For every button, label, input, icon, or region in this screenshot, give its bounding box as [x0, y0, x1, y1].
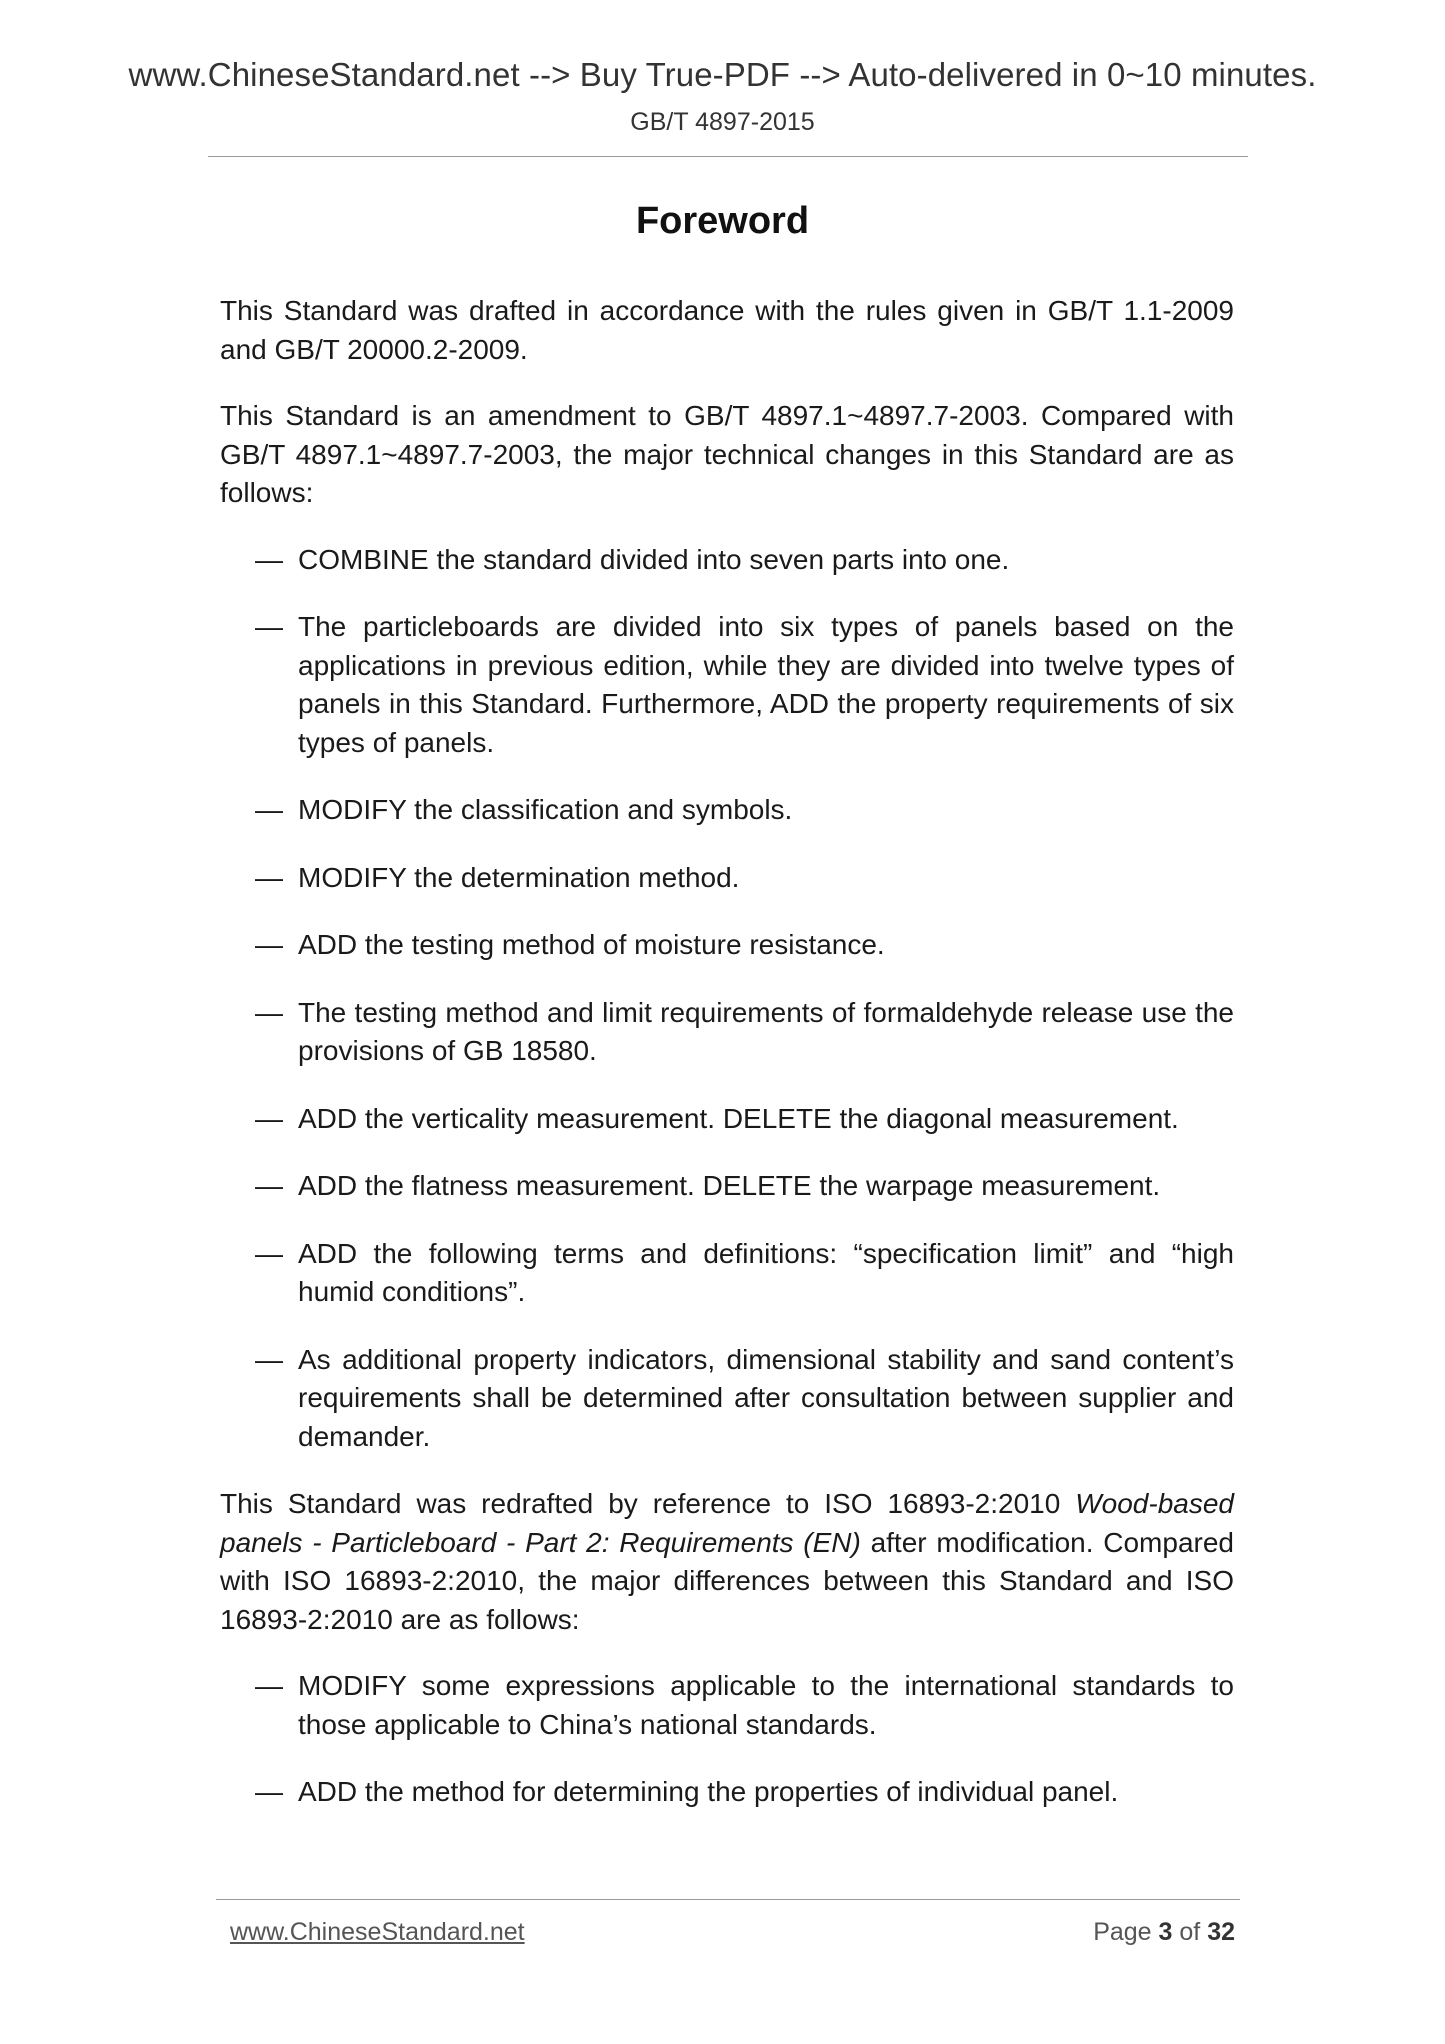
dash-bullet: —: [255, 861, 283, 893]
page-prefix: Page: [1093, 1918, 1159, 1946]
changes-list: [220, 541, 1234, 1457]
list-item: [220, 994, 1234, 1071]
iso-text-before: This Standard was redrafted by reference to ISO 16893-2:2010: [220, 1488, 1076, 1519]
list-item-text: MODIFY some expressions applicable to the international standards to those applicable to China’s national standards.: [298, 1670, 1234, 1740]
list-item: [220, 859, 1234, 898]
intro-paragraph-2: This Standard is an amendment to GB/T 4897.1~4897.7-2003. Compared with GB/T 4897.1~4897.7-2003, the major technical changes in this Standard are as follows:: [220, 400, 1234, 508]
list-item: [220, 926, 1234, 965]
list-item: [220, 791, 1234, 830]
list-item: [220, 1167, 1234, 1206]
differences-list: [220, 1667, 1234, 1812]
list-item-text: MODIFY the determination method.: [298, 861, 740, 893]
page-of: of: [1172, 1918, 1208, 1946]
dash-bullet: —: [255, 1343, 283, 1375]
dash-bullet: —: [255, 1776, 283, 1807]
list-item-text: ADD the testing method of moisture resistance.: [298, 929, 885, 960]
list-item-text: The particleboards are divided into six types of panels based on the applications in previous edition, while they are divided into twelve types of panels in this Standard. Furthermore, ADD the property requirements of six types of panels.: [298, 611, 1234, 758]
list-item-text: COMBINE the standard divided into seven parts into one.: [298, 543, 1010, 575]
iso-text-after: after modification. Compared with ISO 16893-2:2010, the major differences between this Standard and ISO 16893-2:2010 are as follows:: [220, 1526, 1234, 1635]
intro-paragraph-1: This Standard was drafted in accordance with the rules given in GB/T 1.1-2009 and GB/T 20000.2-2009.: [220, 295, 1234, 365]
page-total: 32: [1207, 1918, 1235, 1946]
dash-bullet: —: [255, 996, 283, 1028]
list-item-text: ADD the method for determining the properties of individual panel.: [298, 1776, 1119, 1807]
dash-bullet: —: [255, 929, 283, 960]
list-item-text: MODIFY the classification and symbols.: [298, 794, 793, 825]
dash-bullet: —: [255, 611, 283, 642]
dash-bullet: —: [255, 1237, 283, 1269]
dash-bullet: —: [255, 1170, 283, 1201]
dash-bullet: —: [255, 794, 283, 825]
document-body: [220, 292, 1234, 1841]
page-current: 3: [1158, 1918, 1173, 1946]
list-item: [220, 1100, 1234, 1139]
list-item: [220, 1235, 1234, 1312]
header-banner[interactable]: www.ChineseStandard.net --> Buy True-PDF --> Auto-delivered in 0~10 minutes.: [128, 56, 1317, 93]
header-divider: [208, 156, 1248, 157]
dash-bullet: —: [255, 543, 283, 575]
list-item-text: The testing method and limit requirements of formaldehyde release use the provisions of GB 18580.: [298, 996, 1234, 1066]
list-item: [220, 1773, 1234, 1812]
list-item-text: ADD the flatness measurement. DELETE the warpage measurement.: [298, 1170, 1161, 1201]
list-item-text: ADD the following terms and definitions: “specification limit” and “high humid conditions”.: [298, 1237, 1234, 1307]
dash-bullet: —: [255, 1670, 283, 1701]
list-item: [220, 1667, 1234, 1744]
list-item: [220, 608, 1234, 762]
iso-title-italic: Wood-based panels - Particleboard - Part 2: Requirements (EN): [220, 1488, 1234, 1558]
page-title: Foreword: [635, 200, 810, 242]
iso-paragraph: [220, 1485, 1234, 1639]
list-item-text: ADD the verticality measurement. DELETE the diagonal measurement.: [298, 1102, 1179, 1134]
dash-bullet: —: [255, 1102, 283, 1134]
list-item: [220, 541, 1234, 580]
list-item: [220, 1341, 1234, 1457]
standard-code: GB/T 4897-2015: [630, 108, 815, 136]
footer-website-link[interactable]: www.ChineseStandard.net: [230, 1918, 525, 1946]
page-number: [1093, 1918, 1235, 1947]
footer-divider: [216, 1899, 1240, 1900]
list-item-text: As additional property indicators, dimensional stability and sand content’s requirements shall be determined after consultation between supplier and demander.: [298, 1343, 1234, 1452]
